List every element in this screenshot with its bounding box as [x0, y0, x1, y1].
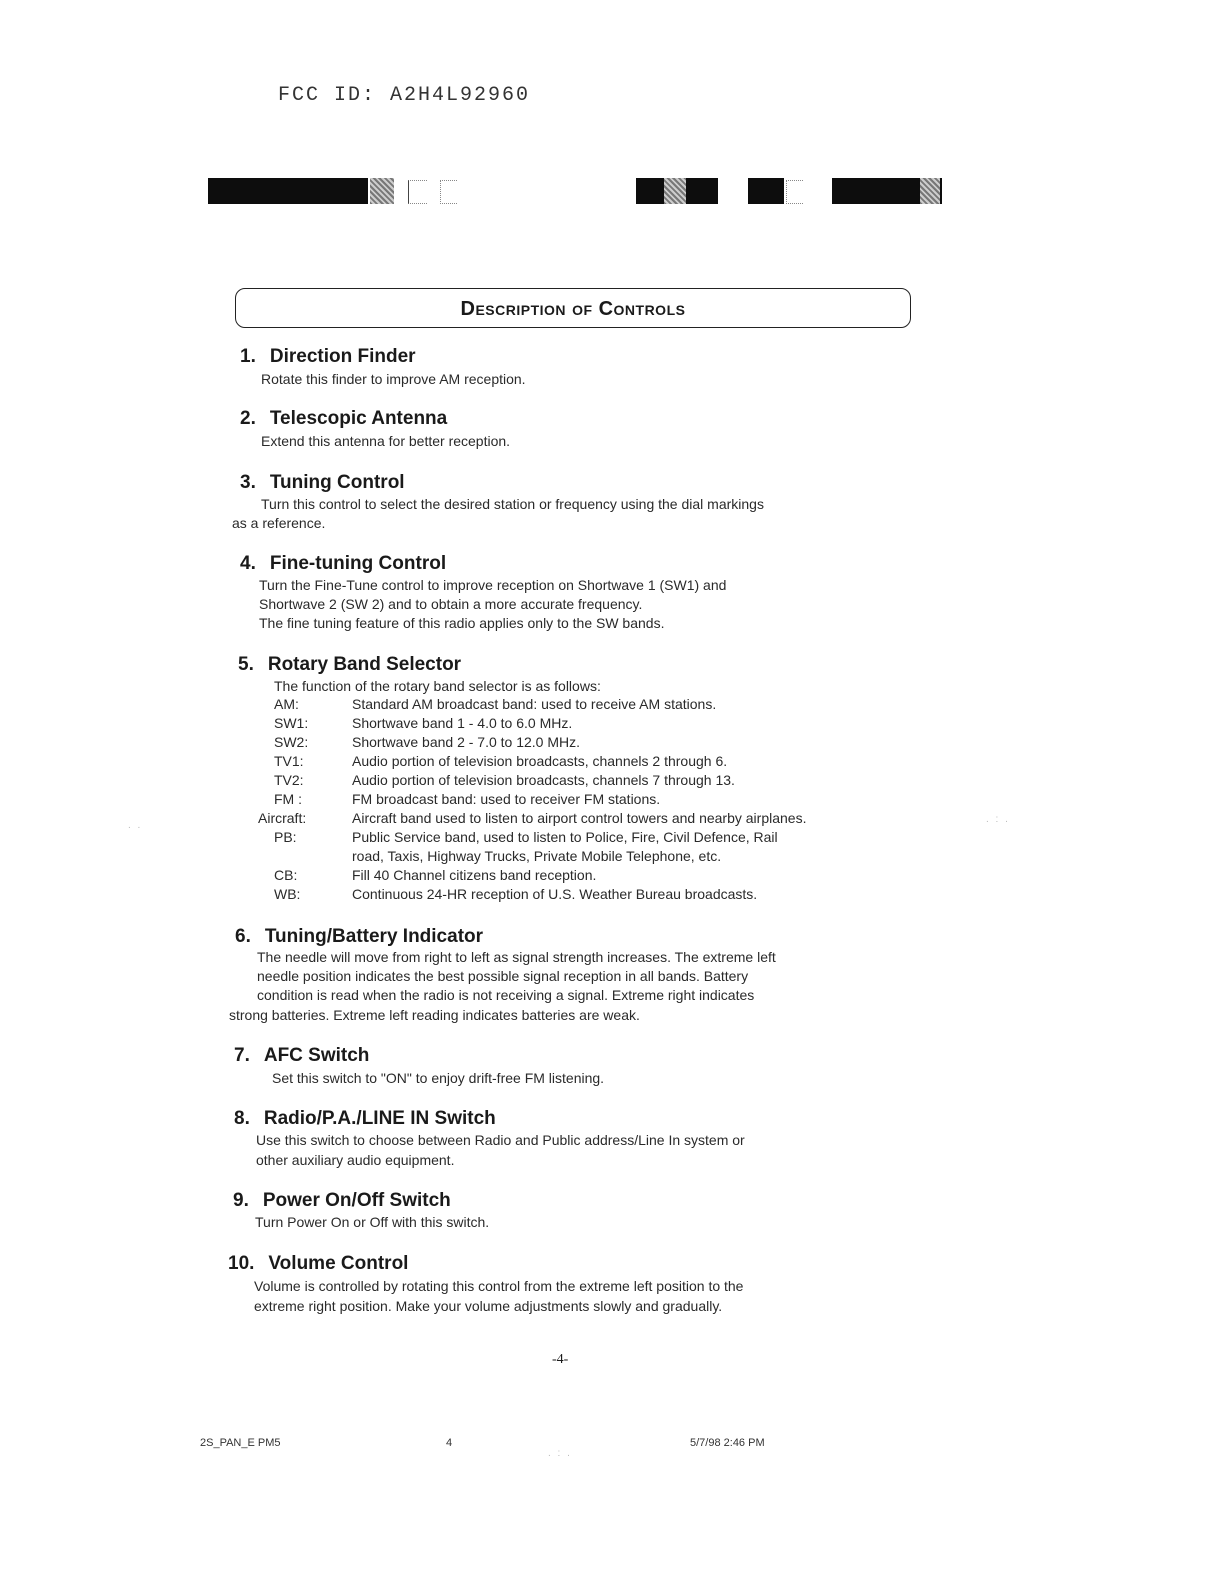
scan-specks: . . — [128, 820, 143, 831]
section-label: Fine-tuning Control — [269, 553, 447, 574]
band-desc: FM broadcast band: used to receiver FM stations. — [352, 791, 661, 807]
band-key: PB: — [274, 829, 297, 845]
section-label: Power On/Off Switch — [262, 1190, 451, 1211]
section-text: The function of the rotary band selector is as follows: — [274, 678, 601, 694]
section-label: Direction Finder — [269, 346, 416, 367]
section-label: Tuning/Battery Indicator — [264, 926, 484, 947]
scan-specks: . : . — [986, 814, 1010, 825]
header-texture-1 — [370, 178, 394, 204]
section-text: Turn the Fine-Tune control to improve reception on Shortwave 1 (SW1) and — [259, 577, 727, 593]
band-key: SW1: — [274, 715, 309, 731]
band-desc: Audio portion of television broadcasts, channels 2 through 6. — [352, 753, 728, 769]
section-text: The fine tuning feature of this radio applies only to the SW bands. — [259, 615, 665, 631]
section-text: condition is read when the radio is not receiving a signal. Extreme right indicates — [257, 987, 755, 1003]
band-key: WB: — [274, 886, 301, 902]
section-text: Turn this control to select the desired station or frequency using the dial markings — [261, 496, 764, 512]
section-heading — [235, 926, 483, 948]
band-key: TV1: — [274, 753, 304, 769]
fcc-id: FCC ID: A2H4L92960 — [278, 84, 531, 107]
band-row — [0, 734, 1224, 753]
section-heading — [240, 472, 405, 494]
section-label: Telescopic Antenna — [269, 408, 448, 429]
band-desc: Shortwave band 2 - 7.0 to 12.0 MHz. — [352, 734, 581, 750]
section-heading — [240, 408, 447, 430]
scan-specks: . : . — [548, 1448, 572, 1459]
band-desc: Shortwave band 1 - 4.0 to 6.0 MHz. — [352, 715, 573, 731]
band-desc: Fill 40 Channel citizens band reception. — [352, 867, 597, 883]
section-number: 7. — [234, 1045, 250, 1066]
section-text: Extend this antenna for better reception. — [261, 433, 511, 449]
page-number: -4- — [552, 1352, 569, 1367]
header-bar-1 — [208, 178, 368, 204]
section-number: 5. — [238, 654, 254, 675]
section-number: 6. — [235, 926, 251, 947]
band-key: SW2: — [274, 734, 309, 750]
section-label: Rotary Band Selector — [267, 654, 462, 675]
band-row — [0, 867, 1224, 886]
band-row — [0, 810, 1224, 829]
section-heading — [240, 553, 446, 575]
section-label: Tuning Control — [269, 472, 405, 493]
header-bar-3 — [748, 178, 784, 204]
footer-timestamp: 5/7/98 2:46 PM — [690, 1437, 765, 1449]
band-key: AM: — [274, 696, 299, 712]
header-texture-2 — [664, 178, 686, 204]
band-row — [0, 753, 1224, 772]
section-text: Set this switch to "ON" to enjoy drift-free FM listening. — [272, 1070, 605, 1086]
section-text: Rotate this finder to improve AM reception. — [261, 371, 526, 387]
section-text: as a reference. — [232, 515, 326, 531]
section-label: AFC Switch — [263, 1045, 370, 1066]
band-key: TV2: — [274, 772, 304, 788]
section-number: 4. — [240, 553, 256, 574]
band-key: CB: — [274, 867, 298, 883]
header-box-2 — [440, 180, 457, 204]
section-text: strong batteries. Extreme left reading indicates batteries are weak. — [229, 1007, 640, 1023]
footer-filename: 2S_PAN_E PM5 — [200, 1437, 281, 1449]
band-desc: road, Taxis, Highway Trucks, Private Mobile Telephone, etc. — [352, 848, 722, 864]
band-desc: Public Service band, used to listen to Police, Fire, Civil Defence, Rail — [352, 829, 778, 845]
section-text: other auxiliary audio equipment. — [256, 1152, 455, 1168]
section-heading — [238, 654, 461, 676]
section-number: 2. — [240, 408, 256, 429]
band-row — [0, 829, 1224, 848]
section-heading — [228, 1253, 408, 1275]
band-row — [0, 848, 1224, 867]
section-heading — [240, 346, 416, 368]
band-key: FM : — [274, 791, 302, 807]
section-heading — [234, 1108, 496, 1130]
band-row — [0, 772, 1224, 791]
section-label: Radio/P.A./LINE IN Switch — [263, 1108, 496, 1129]
section-text: Shortwave 2 (SW 2) and to obtain a more accurate frequency. — [259, 596, 643, 612]
page-title: Description of Controls — [460, 298, 686, 320]
section-text: extreme right position. Make your volume adjustments slowly and gradually. — [254, 1298, 723, 1314]
section-text: Use this switch to choose between Radio and Public address/Line In system or — [256, 1132, 745, 1148]
section-title-box — [235, 288, 911, 328]
header-box-3 — [786, 180, 803, 204]
band-desc: Audio portion of television broadcasts, channels 7 through 13. — [352, 772, 735, 788]
section-text: Turn Power On or Off with this switch. — [255, 1214, 490, 1230]
band-desc: Standard AM broadcast band: used to receive AM stations. — [352, 696, 717, 712]
band-row — [0, 886, 1224, 905]
band-desc: Aircraft band used to listen to airport control towers and nearby airplanes. — [352, 810, 807, 826]
section-number: 10. — [228, 1253, 255, 1274]
band-row — [0, 696, 1224, 715]
section-number: 3. — [240, 472, 256, 493]
section-heading — [234, 1045, 369, 1067]
section-number: 8. — [234, 1108, 250, 1129]
band-key: Aircraft: — [258, 810, 307, 826]
band-row — [0, 715, 1224, 734]
footer-page: 4 — [446, 1437, 453, 1449]
section-text: Volume is controlled by rotating this control from the extreme left position to the — [254, 1278, 744, 1294]
header-bars — [0, 178, 1224, 208]
section-number: 1. — [240, 346, 256, 367]
section-text: needle position indicates the best possible signal reception in all bands. Battery — [257, 968, 749, 984]
header-box-1 — [408, 180, 427, 204]
band-row — [0, 791, 1224, 810]
header-texture-3 — [920, 178, 940, 204]
section-heading — [233, 1190, 451, 1212]
section-text: The needle will move from right to left as signal strength increases. The extreme left — [257, 949, 776, 965]
section-number: 9. — [233, 1190, 249, 1211]
section-label: Volume Control — [268, 1253, 409, 1274]
band-desc: Continuous 24-HR reception of U.S. Weather Bureau broadcasts. — [352, 886, 758, 902]
